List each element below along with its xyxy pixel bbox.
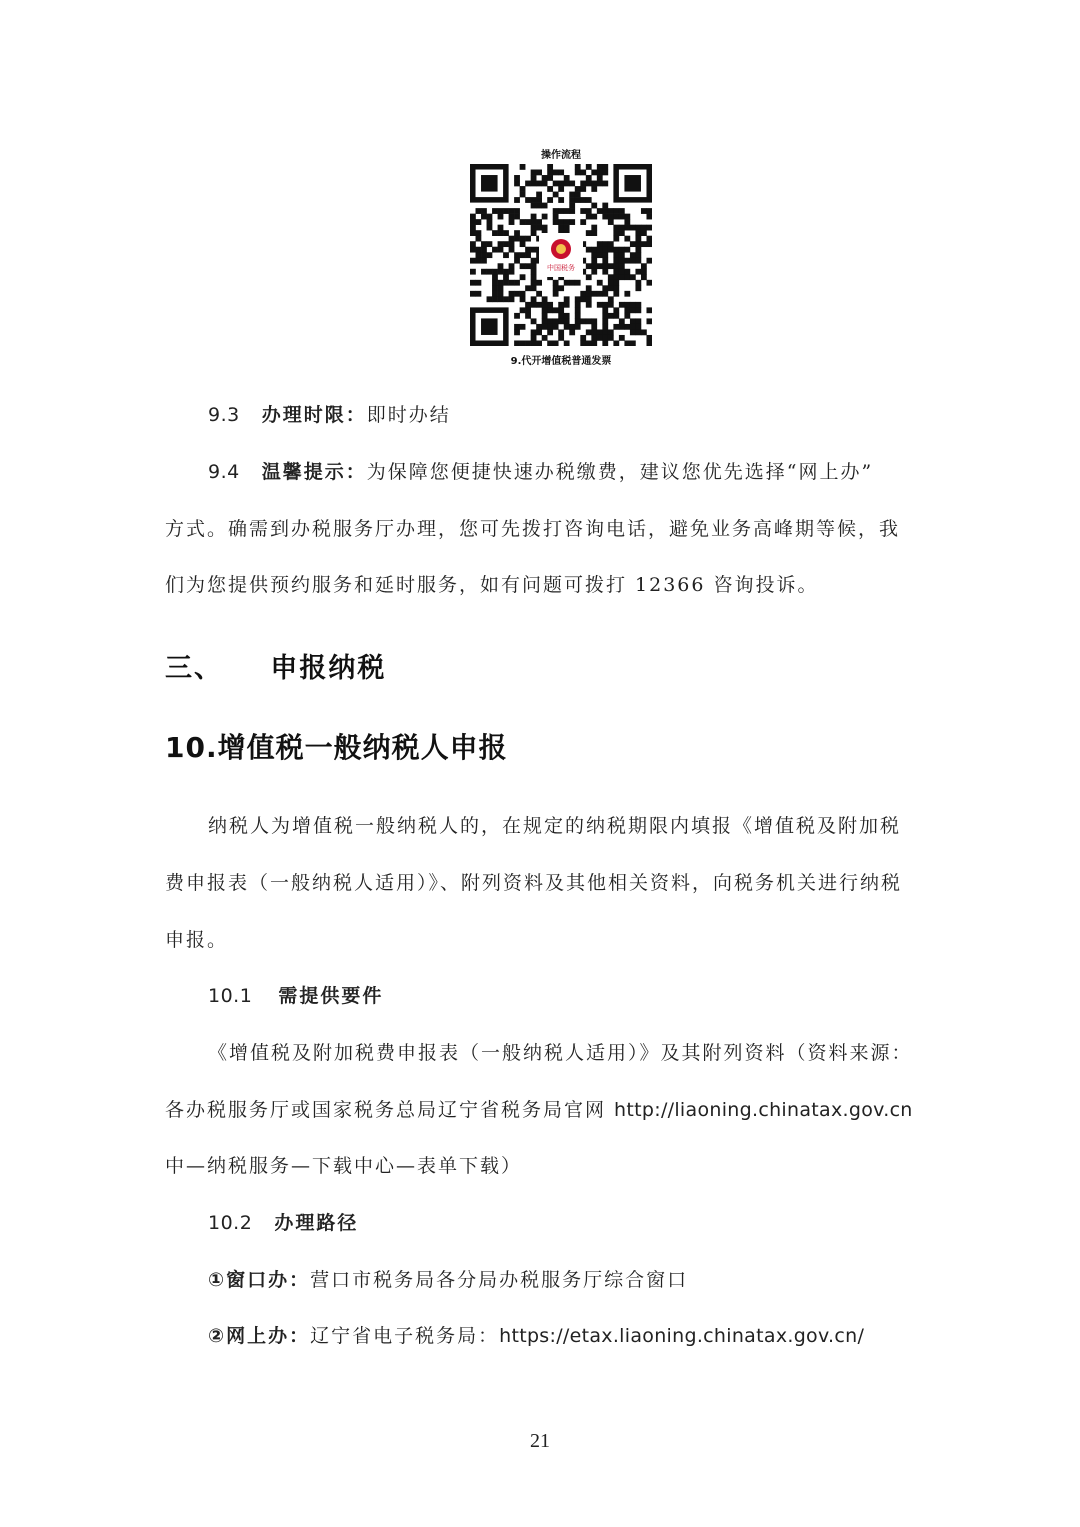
item-9-3-number: 9.3 bbox=[208, 404, 240, 426]
item-10-1-title: 需提供要件 bbox=[278, 985, 384, 1007]
route-online-text: 辽宁省电子税务局： bbox=[310, 1325, 500, 1347]
section-title: 申报纳税 bbox=[270, 653, 387, 684]
intro-line2: 费申报表（一般纳税人适用）》、附列资料及其他相关资料，向税务机关进行纳税 bbox=[165, 872, 903, 894]
item-10-1-number: 10.1 bbox=[208, 985, 253, 1007]
qr-title: 操作流程 bbox=[541, 150, 581, 161]
item-10-1-heading bbox=[208, 981, 383, 1008]
item-9-3-text: 即时办结 bbox=[366, 404, 451, 426]
route-online-label: ②网上办： bbox=[208, 1325, 311, 1347]
subsection-heading: 10.增值税一般纳税人申报 bbox=[165, 731, 508, 764]
item-10-1-line3: 中—纳税服务—下载中心—表单下载） bbox=[165, 1155, 523, 1177]
etax-link[interactable]: https://etax.liaoning.chinatax.gov.cn/ bbox=[499, 1325, 865, 1347]
route-window-text: 营口市税务局各分局办税服务厅综合窗口 bbox=[310, 1269, 689, 1291]
intro-line1: 纳税人为增值税一般纳税人的，在规定的纳税期限内填报《增值税及附加税 bbox=[208, 815, 902, 837]
section-number: 三、 bbox=[165, 653, 223, 684]
route-window bbox=[208, 1265, 688, 1292]
item-10-2-heading bbox=[208, 1208, 358, 1235]
item-9-3 bbox=[208, 400, 451, 427]
page-number: 21 bbox=[530, 1430, 550, 1452]
item-9-4-line2: 方式。确需到办税服务厅办理，您可先拨打咨询电话，避免业务高峰期等候，我 bbox=[165, 518, 901, 540]
intro-line3: 申报。 bbox=[165, 929, 229, 951]
qr-center-logo-text: 中国税务 bbox=[547, 264, 575, 272]
tax-website-link[interactable]: http://liaoning.chinatax.gov.cn bbox=[614, 1099, 913, 1121]
item-9-4-text-1: 为保障您便捷快速办税缴费，建议您优先选择“网上办” bbox=[366, 461, 874, 483]
item-10-1-line1: 《增值税及附加税费申报表（一般纳税人适用）》及其附列资料（资料来源： bbox=[208, 1042, 913, 1064]
qr-code-block bbox=[462, 144, 660, 369]
qr-code-icon[interactable] bbox=[470, 164, 652, 346]
item-9-4-number: 9.4 bbox=[208, 461, 240, 483]
item-10-2-title: 办理路径 bbox=[274, 1212, 359, 1234]
qr-caption: 9.代开增值税普通发票 bbox=[510, 356, 612, 367]
item-10-1-line2-text: 各办税服务厅或国家税务总局辽宁省税务局官网 bbox=[165, 1099, 615, 1121]
item-9-4-line1 bbox=[208, 457, 873, 484]
section-heading bbox=[165, 646, 386, 685]
item-10-2-number: 10.2 bbox=[208, 1212, 253, 1234]
item-9-4-line3: 们为您提供预约服务和延时服务，如有问题可拨打 12366 咨询投诉。 bbox=[165, 574, 819, 596]
item-10-1-line2 bbox=[165, 1095, 913, 1122]
item-9-3-label: 办理时限： bbox=[261, 404, 367, 426]
route-online bbox=[208, 1321, 864, 1348]
route-window-label: ①窗口办： bbox=[208, 1269, 311, 1291]
item-9-4-label: 温馨提示： bbox=[261, 461, 367, 483]
